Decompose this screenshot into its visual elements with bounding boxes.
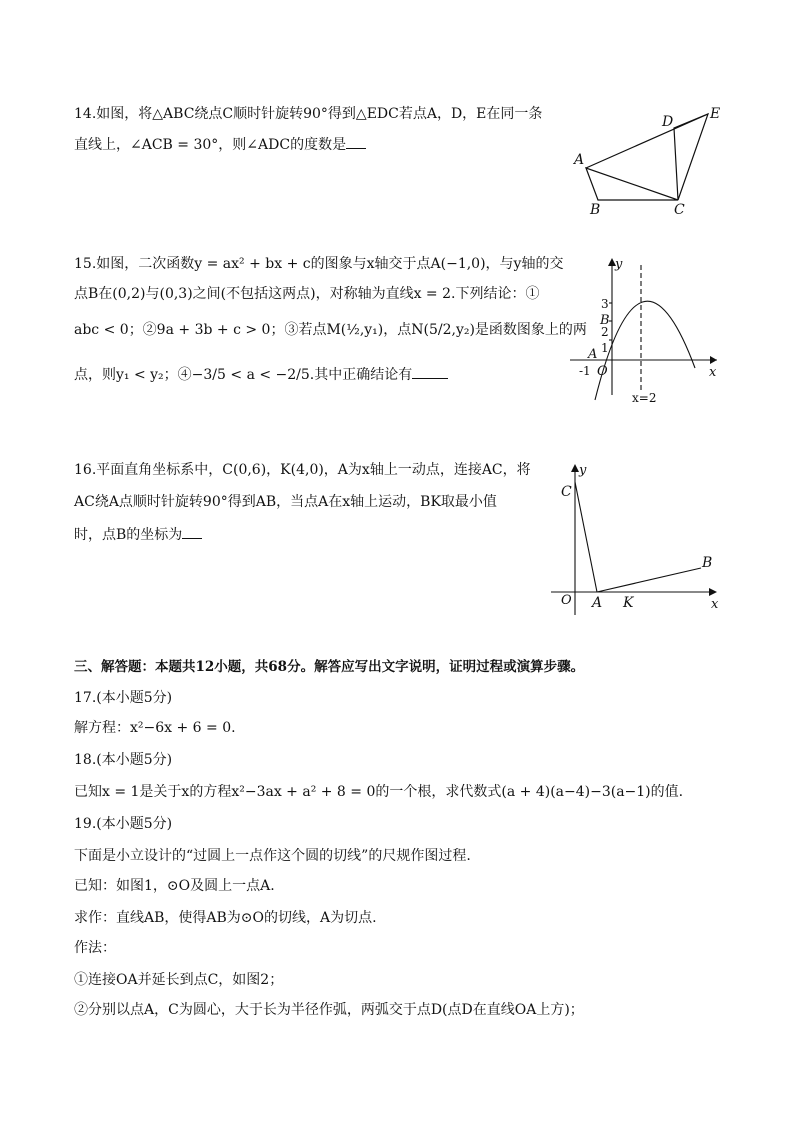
- q14-line2-text: 直线上，∠ACB = 30°，则∠ADC的度数是: [74, 137, 347, 153]
- label-d: D: [662, 114, 674, 130]
- label-3: 3: [601, 297, 609, 311]
- q16-line1: 16.平面直角坐标系中，C(0,6)，K(4,0)，A为x轴上一动点，连接AC，将: [74, 462, 531, 478]
- q17-body: 解方程：x²−6x + 6 = 0.: [74, 720, 236, 736]
- label-y: y: [579, 463, 587, 478]
- triangle-abc: [586, 168, 678, 200]
- label-a: A: [592, 595, 603, 611]
- q15-answer-blank: [412, 364, 448, 379]
- q19-line2: 已知：如图1，⊙O及圆上一点A.: [74, 878, 275, 894]
- q15-line4: [74, 364, 448, 385]
- q16-answer-blank: [182, 524, 202, 539]
- y-arrow: [571, 464, 579, 472]
- label-a: A: [574, 152, 585, 168]
- label-e: E: [710, 106, 721, 122]
- q17-head: 17.(本小题5分): [74, 690, 173, 706]
- q15-line1: 15.如图，二次函数y = ax² + bx + c的图象与x轴交于点A(−1,0)，与y轴的交: [74, 256, 564, 272]
- q14-figure: [560, 100, 730, 220]
- q16-line2: AC绕A点顺时针旋转90°得到AB，当点A在x轴上运动，BK取最小值: [74, 494, 497, 510]
- label-axis: x=2: [632, 391, 657, 405]
- q19-line1: 下面是小立设计的“过圆上一点作这个圆的切线”的尺规作图过程.: [74, 848, 471, 864]
- label-1: 1: [601, 341, 609, 355]
- q14-line1: 14.如图，将△ABC绕点C顺时针旋转90°得到△EDC若点A，D，E在同一条: [74, 106, 543, 122]
- q19-line6: ②分别以点A，C为圆心，大于长为半径作弧，两弧交于点D(点D在直线OA上方)；: [74, 1002, 584, 1018]
- label-o: O: [597, 364, 608, 379]
- segment-ab: [597, 568, 701, 592]
- label-a: A: [588, 347, 598, 362]
- label-neg1: -1: [579, 364, 591, 378]
- label-c: C: [561, 484, 572, 500]
- x-arrow: [709, 588, 717, 596]
- q19-head: 19.(本小题5分): [74, 816, 173, 832]
- parabola: [595, 301, 695, 400]
- q15-figure: [565, 250, 725, 410]
- x-arrow: [710, 356, 717, 364]
- label-x: x: [711, 597, 719, 612]
- label-b: B: [702, 555, 713, 571]
- q14-line2: [74, 134, 366, 155]
- q15-line2: 点B在(0,2)与(0,3)之间(不包括这两点)，对称轴为直线x = 2.下列结论：①: [74, 286, 540, 302]
- label-b: B: [600, 313, 610, 328]
- q16-line3: [74, 524, 202, 545]
- q19-line3: 求作：直线AB，使得AB为⊙O的切线，A为切点.: [74, 910, 377, 926]
- label-c: C: [674, 202, 685, 218]
- label-2: 2: [601, 325, 609, 339]
- label-x: x: [709, 365, 717, 380]
- label-k: K: [623, 595, 634, 611]
- q16-figure: [545, 460, 725, 620]
- line-ade: [586, 114, 708, 168]
- label-y: y: [615, 257, 623, 272]
- q19-line5: ①连接OA并延长到点C，如图2；: [74, 972, 284, 988]
- label-o: O: [561, 593, 572, 608]
- q18-body: 已知x = 1是关于x的方程x²−3ax + a² + 8 = 0的一个根，求代数式(a + 4)(a−4)−3(a−1)的值.: [74, 784, 684, 800]
- segment-ca: [575, 482, 597, 592]
- q14-answer-blank: [346, 134, 366, 149]
- q15-line4-text: 点，则y₁ < y₂；④−3/5 < a < −2/5.其中正确结论有: [74, 367, 413, 383]
- q16-line3-text: 时，点B的坐标为: [74, 527, 183, 543]
- q19-line4: 作法：: [74, 940, 116, 956]
- q15-line3: abc < 0；②9a + 3b + c > 0；③若点M(½,y₁)，点N(5/2,y₂)是函数图象上的两: [74, 322, 587, 338]
- label-b: B: [590, 202, 601, 218]
- section-3-heading: 三、解答题：本题共12小题，共68分。解答应写出文字说明，证明过程或演算步骤。: [74, 659, 585, 675]
- q18-head: 18.(本小题5分): [74, 752, 173, 768]
